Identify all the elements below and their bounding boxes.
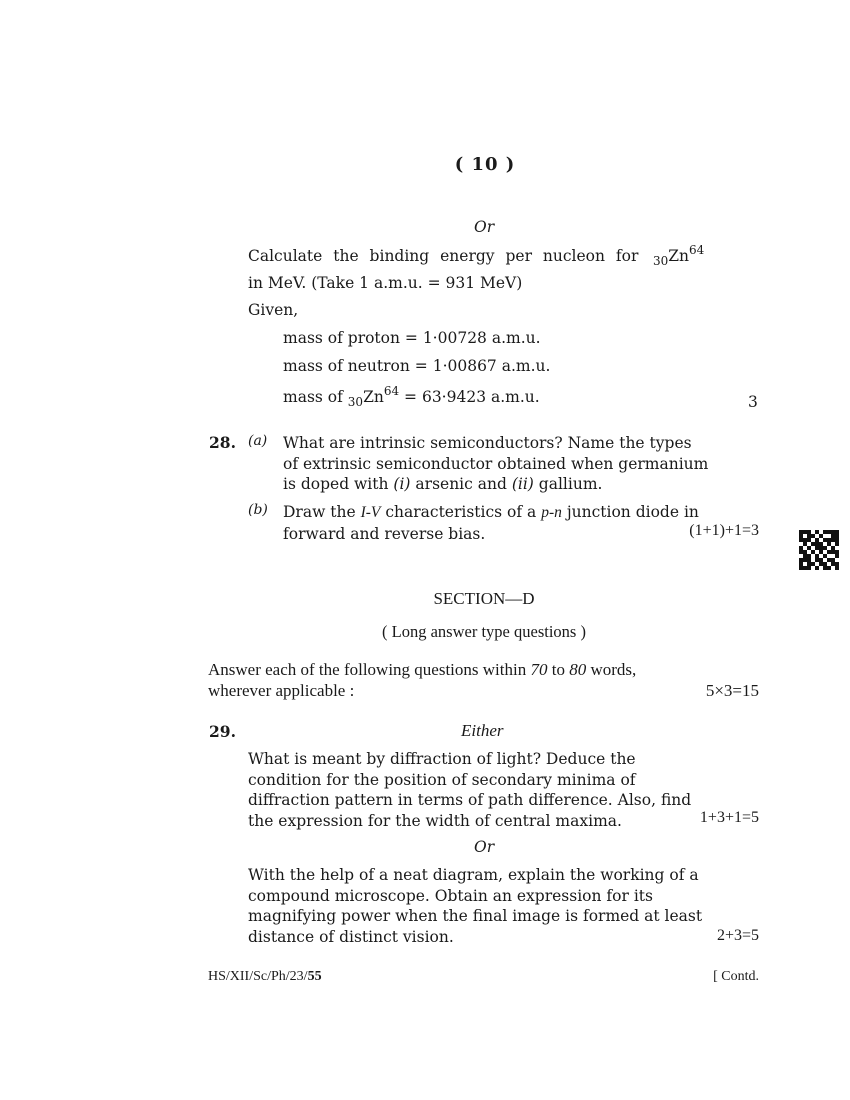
q28-marks: (1+1)+1=3 (689, 522, 759, 539)
instr-to: to (551, 660, 565, 679)
q28-a-line3 (283, 474, 720, 495)
q28-b-line1-pre: Draw the (283, 503, 356, 521)
instr-pre: Answer each of the following questions within (208, 660, 527, 679)
either-label: Either (461, 721, 504, 740)
zn-symbol: Zn (668, 247, 689, 265)
q28-b-label: (b) (248, 502, 268, 518)
mass-zn-value: = 63·9423 a.m.u. (404, 388, 540, 406)
footer-contd: [ Contd. (713, 969, 759, 984)
q28-b-line2: forward and reverse bias. (283, 524, 486, 543)
q28-b-pn: p-n (541, 504, 562, 521)
zn-atomic-number: 30 (652, 254, 669, 268)
q28-b-text (283, 502, 720, 544)
mass-proton: mass of proton = 1·00728 a.m.u. (283, 329, 541, 347)
q28-a-line3-post: gallium. (538, 475, 603, 493)
q28-number: 28. (209, 433, 236, 452)
q27-text-line1: Calculate the binding energy per nucleon for (248, 247, 639, 265)
q27-line1 (248, 243, 720, 268)
q29-p2-line3: magnifying power when the final image is formed at least (248, 907, 703, 925)
q29-part2 (248, 865, 720, 947)
instr-post: words, (590, 660, 637, 679)
q28-a-line3-mid: arsenic and (415, 475, 507, 493)
section-instructions (208, 660, 720, 680)
q29-p1-line2: condition for the position of secondary minima of (248, 770, 636, 789)
q29-p1-marks: 1+3+1=5 (699, 809, 759, 826)
q29-p2-marks: 2+3=5 (716, 927, 759, 944)
mass-neutron: mass of neutron = 1·00867 a.m.u. (283, 357, 551, 375)
q28-b-iv: I-V (360, 504, 381, 521)
q28-b-line1 (283, 502, 720, 524)
q29-or-label: Or (474, 838, 495, 856)
q28-a-line1: What are intrinsic semiconductors? Name the types (283, 434, 692, 452)
q29-p2-line4: distance of distinct vision. (248, 927, 454, 946)
q28-a-text (283, 433, 720, 495)
mass-zn-mass-number: 64 (383, 384, 400, 398)
mass-zn (283, 384, 540, 409)
q29-part1 (248, 749, 720, 831)
footer-code-number: 55 (307, 969, 322, 984)
instr-n1: 70 (530, 660, 548, 679)
q29-p1-line3: diffraction pattern in terms of path difference. Also, find (248, 791, 692, 809)
q28-a-line3-pre: is doped with (283, 475, 389, 493)
q28-a-i: (i) (393, 475, 411, 493)
footer-code-prefix: HS/XII/Sc/Ph/23/ (208, 969, 308, 984)
section-title: SECTION—D (433, 589, 535, 608)
q28-a-label: (a) (248, 433, 268, 449)
q29-number: 29. (209, 722, 236, 741)
q29-p2-line2: compound microscope. Obtain an expression for its (248, 886, 653, 905)
q27-marks: 3 (748, 393, 758, 411)
instr-line2: wherever applicable : (208, 681, 355, 700)
section-marks: 5×3=15 (705, 681, 759, 700)
q28-a-ii: (ii) (511, 475, 534, 493)
section-subtitle: ( Long answer type questions ) (382, 622, 586, 641)
q29-p1-line4: the expression for the width of central maxima. (248, 811, 622, 830)
q28-b-line1-post: junction diode in (566, 503, 699, 521)
zn-notation (652, 243, 705, 268)
page-number: ( 10 ) (454, 154, 516, 175)
q28-b-line1-mid: characteristics of a (385, 503, 537, 521)
mass-zn-atomic-number: 30 (347, 395, 364, 409)
or-label: Or (474, 218, 495, 236)
footer-code (208, 969, 322, 985)
instr-n2: 80 (569, 660, 587, 679)
given-label: Given, (248, 301, 299, 319)
q29-p2-line1: With the help of a neat diagram, explain the working of a (248, 866, 699, 884)
q29-p1-line1: What is meant by diffraction of light? Deduce the (248, 750, 636, 768)
q28-a-line2: of extrinsic semiconductor obtained when germanium (283, 454, 709, 473)
zn-mass-number: 64 (688, 243, 705, 257)
mass-zn-symbol: Zn (363, 388, 384, 406)
qr-code (799, 530, 839, 570)
mass-zn-prefix: mass of (283, 388, 343, 406)
q27-text-line2: in MeV. (Take 1 a.m.u. = 931 MeV) (248, 274, 523, 292)
